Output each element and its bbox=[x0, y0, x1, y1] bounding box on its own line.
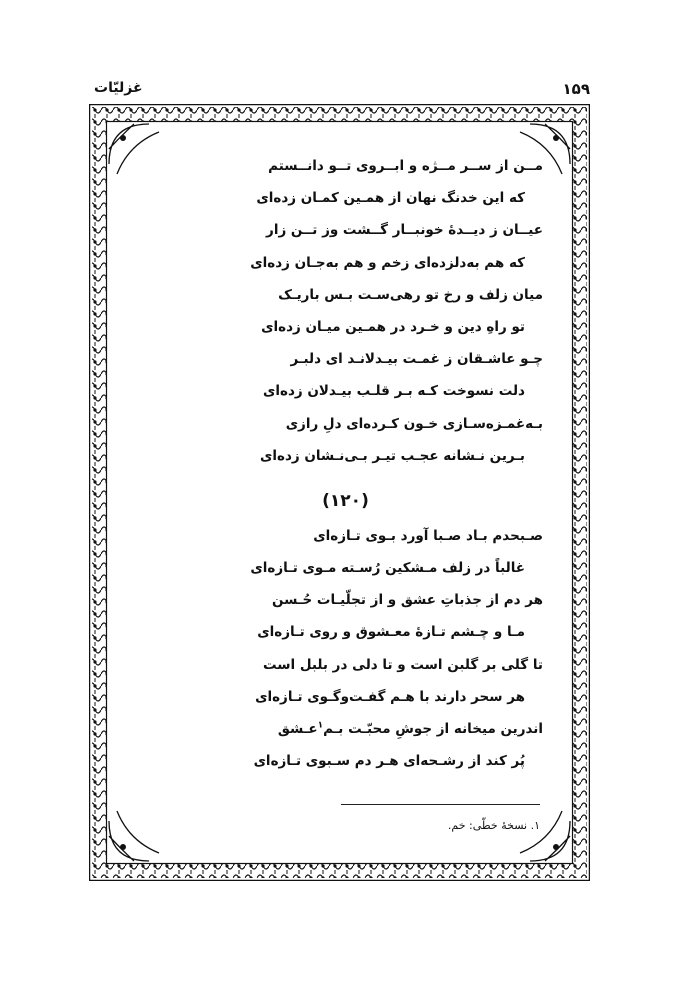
page-header bbox=[94, 80, 590, 102]
verse-line: میان زلف و رخ تو رهی‌سـت بـس باریـک bbox=[278, 286, 543, 303]
verse-line: هر سحر دارند با هـم گفـت‌وگـوی تـازه‌ای bbox=[255, 688, 525, 705]
verse-line: بـه‌غمـزه‌سـازی خـون کـرده‌ای دلِ رازی bbox=[285, 415, 543, 432]
verse-line: مـا و چـشم تـازهٔ معـشوق و روی تـازه‌ای bbox=[257, 624, 525, 641]
verse-line: مــن از ســر مــژه و ابــروی تــو دانــستم bbox=[268, 158, 543, 174]
verse-line: که این خدنگ نهان از همـین کمـان زده‌ای bbox=[256, 190, 525, 207]
footnote-marker[interactable]: ۱ bbox=[317, 720, 324, 731]
verse-line bbox=[148, 713, 543, 745]
verse-line: بـرین نـشانه عجـب تیـر بـی‌نـشان زده‌ای bbox=[259, 447, 525, 464]
verse-line: عیــان ز دیــدهٔ خونبــار گــشت وز تــن زار bbox=[266, 222, 543, 239]
verse-line: دلت نسوخت کـه بـر قلـب بیـدلان زده‌ای bbox=[262, 383, 525, 400]
footnote: ۱. نسخهٔ خطّی: خم. bbox=[447, 819, 540, 832]
footnote-divider bbox=[341, 804, 540, 805]
poem-body bbox=[148, 150, 543, 777]
verse-line: پُر کند از رشـحه‌ای هـر دم سـبوی تـازه‌ای bbox=[253, 753, 525, 770]
verse-text: اندرین میخانه از جوشِ محبّـت بـم bbox=[323, 721, 543, 737]
verse-line: صـبحدم بـاد صـبا آورد بـوی تـازه‌ای bbox=[313, 527, 543, 544]
verse-line: غالباً در زلف مـشکین رُسـته مـوی تـازه‌ای bbox=[250, 560, 525, 577]
page-number: ۱۵۹ bbox=[562, 80, 590, 98]
ghazal-number: (۱۲۰) bbox=[322, 490, 369, 511]
verse-line: هر دم از جذباتِ عشق و از تجلّیـات حُـسن bbox=[271, 592, 543, 609]
verse-line: چـو عاشـقان ز غمـت بیـدلانـد ای دلبـر bbox=[290, 351, 543, 368]
verse-text: عـشق bbox=[277, 721, 318, 737]
verse-line: که هم به‌دلزده‌ای زخم و هم به‌جـان زده‌ای bbox=[250, 254, 525, 271]
verse-line: تا گلی بر گلبن است و تا دلی در بلبل است bbox=[262, 656, 543, 673]
section-title: غزلیّات bbox=[94, 80, 143, 96]
verse-line: تو راهِ دین و خـرد در همـین میـان زده‌ای bbox=[261, 318, 525, 335]
